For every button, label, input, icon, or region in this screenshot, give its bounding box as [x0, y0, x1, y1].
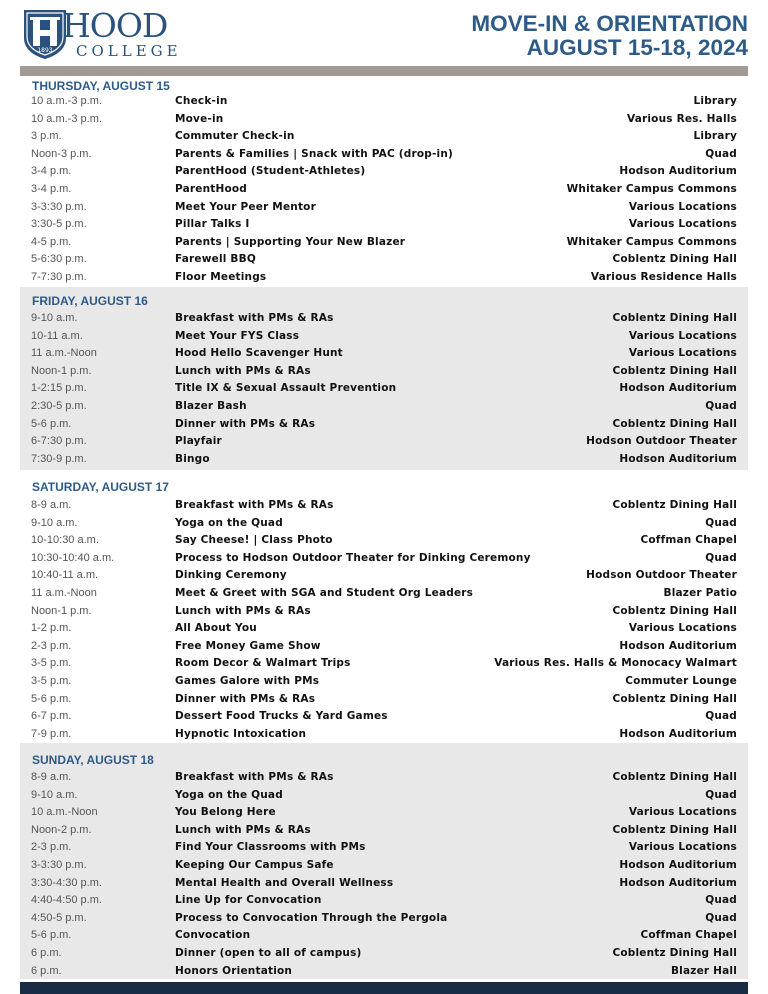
event-name: Lunch with PMs & RAs — [175, 364, 311, 377]
event-name: Convocation — [175, 929, 251, 942]
schedule-row — [20, 638, 748, 655]
schedule-row — [20, 328, 748, 345]
schedule-row — [20, 655, 748, 672]
event-name: Hypnotic Intoxication — [175, 727, 307, 740]
schedule-row — [20, 515, 748, 532]
event-time: 7:30-9 p.m. — [31, 452, 87, 465]
schedule-row — [20, 839, 748, 856]
event-name: Say Cheese! | Class Photo — [175, 534, 333, 547]
event-name: Meet Your FYS Class — [175, 329, 300, 342]
event-location: Blazer Hall — [670, 964, 737, 977]
event-time: Noon-3 p.m. — [31, 147, 92, 160]
event-name: Playfair — [175, 435, 222, 448]
event-time: 3-4 p.m. — [31, 165, 72, 178]
event-location: Library — [693, 130, 737, 143]
event-name: Breakfast with PMs & RAs — [175, 771, 334, 783]
event-name: Breakfast with PMs & RAs — [175, 499, 334, 511]
day-section — [20, 743, 748, 979]
event-time: 8-9 a.m. — [31, 771, 72, 783]
event-location: Coblentz Dining Hall — [612, 499, 737, 511]
event-name: Lunch with PMs & RAs — [175, 604, 311, 617]
event-name: Games Galore with PMs — [175, 675, 320, 687]
schedule-row — [20, 804, 748, 821]
schedule-row — [20, 769, 748, 786]
event-name: Parents & Families | Snack with PAC (drop-in) — [175, 147, 454, 160]
event-location: Coblentz Dining Hall — [612, 692, 737, 705]
event-name: Check-in — [175, 95, 228, 107]
day-title: SUNDAY, AUGUST 18 — [32, 753, 154, 767]
schedule-row — [20, 345, 748, 362]
event-time: 3:30-4:30 p.m. — [31, 876, 102, 889]
event-location: Various Residence Halls — [590, 271, 737, 283]
schedule-row — [20, 451, 748, 468]
event-time: 5-6 p.m. — [31, 929, 72, 942]
event-time: 11 a.m.-Noon — [31, 347, 97, 360]
event-location: Coblentz Dining Hall — [612, 947, 737, 959]
event-location: Blazer Patio — [663, 587, 737, 599]
event-location: Various Res. Halls — [626, 112, 737, 125]
schedule-row — [20, 380, 748, 397]
event-time: 3 p.m. — [31, 130, 62, 143]
event-location: Various Locations — [628, 622, 737, 635]
event-name: ParentHood (Student-Athletes) — [175, 165, 366, 178]
event-name: Meet Your Peer Mentor — [175, 200, 316, 213]
schedule-row — [20, 181, 748, 198]
event-location: Hodson Auditorium — [619, 859, 737, 871]
schedule-row — [20, 416, 748, 433]
event-location: Coblentz Dining Hall — [612, 823, 737, 836]
event-time: 3-3:30 p.m. — [31, 859, 87, 871]
event-location: Library — [693, 95, 737, 107]
schedule-row — [20, 251, 748, 268]
event-name: Commuter Check-in — [175, 130, 295, 143]
event-location: Various Locations — [628, 218, 737, 231]
schedule-row — [20, 550, 748, 567]
schedule-row — [20, 567, 748, 584]
event-time: 2-3 p.m. — [31, 639, 72, 652]
event-location: Quad — [705, 894, 737, 907]
schedule-row — [20, 310, 748, 327]
day-title: THURSDAY, AUGUST 15 — [32, 79, 170, 93]
event-location: Hodson Auditorium — [619, 876, 737, 889]
event-name: Pillar Talks I — [175, 218, 250, 231]
event-time: 6 p.m. — [31, 964, 62, 977]
event-name: You Belong Here — [175, 806, 276, 819]
schedule-row — [20, 857, 748, 874]
title-line-2: AUGUST 15-18, 2024 — [526, 35, 748, 60]
event-name: Dinner (open to all of campus) — [175, 947, 362, 959]
day-title: FRIDAY, AUGUST 16 — [32, 294, 148, 308]
event-time: 5-6:30 p.m. — [31, 253, 87, 266]
event-time: 2:30-5 p.m. — [31, 400, 87, 412]
event-name: Hood Hello Scavenger Hunt — [175, 347, 343, 360]
schedule-row — [20, 620, 748, 637]
event-location: Hodson Auditorium — [619, 727, 737, 740]
event-time: 4:40-4:50 p.m. — [31, 894, 102, 907]
event-location: Quad — [705, 911, 737, 924]
schedule-row — [20, 163, 748, 180]
event-time: 3-5 p.m. — [31, 675, 72, 687]
event-time: 9-10 a.m. — [31, 788, 78, 801]
event-name: Free Money Game Show — [175, 639, 321, 652]
event-location: Coblentz Dining Hall — [612, 604, 737, 617]
schedule-row — [20, 673, 748, 690]
event-time: 3-5 p.m. — [31, 657, 72, 670]
event-time: Noon-1 p.m. — [31, 364, 92, 377]
event-time: Noon-1 p.m. — [31, 604, 92, 617]
event-time: 10-11 a.m. — [31, 329, 83, 342]
event-location: Hodson Outdoor Theater — [586, 435, 737, 448]
schedule-row — [20, 892, 748, 909]
footer-bar — [20, 982, 748, 994]
event-time: 10:30-10:40 a.m. — [31, 551, 115, 564]
event-location: Various Locations — [628, 806, 737, 819]
header — [0, 0, 768, 66]
event-location: Hodson Auditorium — [619, 639, 737, 652]
event-time: Noon-2 p.m. — [31, 823, 92, 836]
event-time: 2-3 p.m. — [31, 841, 72, 854]
event-location: Quad — [705, 551, 737, 564]
logo-wordmark-college: COLLEGE — [76, 42, 182, 60]
schedule-row — [20, 603, 748, 620]
day-section — [20, 287, 748, 470]
event-name: Yoga on the Quad — [175, 788, 283, 801]
schedule-row — [20, 433, 748, 450]
schedule-row — [20, 146, 748, 163]
event-location: Quad — [705, 400, 737, 412]
event-name: Mental Health and Overall Wellness — [175, 876, 394, 889]
event-location: Quad — [705, 710, 737, 723]
schedule-row — [20, 216, 748, 233]
event-time: 3-4 p.m. — [31, 183, 72, 195]
event-name: Dinner with PMs & RAs — [175, 417, 316, 430]
event-time: 6 p.m. — [31, 947, 62, 959]
page-title — [471, 12, 748, 60]
event-name: Parents | Supporting Your New Blazer — [175, 235, 406, 248]
schedule-row — [20, 93, 748, 110]
day-section — [20, 76, 748, 286]
schedule-row — [20, 945, 748, 962]
event-time: 7-9 p.m. — [31, 727, 72, 740]
hood-college-logo[interactable] — [22, 8, 192, 60]
event-time: 7-7:30 p.m. — [31, 271, 87, 283]
event-time: 3-3:30 p.m. — [31, 200, 87, 213]
schedule-row — [20, 497, 748, 514]
event-location: Whitaker Campus Commons — [566, 183, 737, 195]
event-name: Process to Convocation Through the Pergola — [175, 911, 448, 924]
event-name: ParentHood — [175, 183, 248, 195]
event-location: Various Locations — [628, 841, 737, 854]
schedule-row — [20, 726, 748, 743]
event-location: Various Locations — [628, 347, 737, 360]
event-time: 11 a.m.-Noon — [31, 587, 97, 599]
event-time: 4-5 p.m. — [31, 235, 72, 248]
event-name: Meet & Greet with SGA and Student Org Leaders — [175, 587, 474, 599]
event-time: 10-10:30 a.m. — [31, 534, 99, 547]
title-line-1: MOVE-IN & ORIENTATION — [471, 11, 748, 36]
schedule-row — [20, 875, 748, 892]
event-name: Bingo — [175, 452, 210, 465]
event-time: 1-2 p.m. — [31, 622, 72, 635]
event-location: Hodson Auditorium — [619, 452, 737, 465]
event-time: 5-6 p.m. — [31, 417, 72, 430]
event-location: Quad — [705, 147, 737, 160]
logo-year: 1893 — [37, 47, 53, 54]
schedule-row — [20, 199, 748, 216]
event-time: 6-7:30 p.m. — [31, 435, 87, 448]
day-title: SATURDAY, AUGUST 17 — [32, 480, 169, 494]
schedule-row — [20, 398, 748, 415]
event-name: Yoga on the Quad — [175, 516, 283, 529]
event-name: Floor Meetings — [175, 271, 267, 283]
event-name: Line Up for Convocation — [175, 894, 322, 907]
event-time: 9-10 a.m. — [31, 312, 78, 324]
schedule-row — [20, 708, 748, 725]
event-location: Commuter Lounge — [625, 675, 737, 687]
event-name: Dessert Food Trucks & Yard Games — [175, 710, 388, 723]
schedule-row — [20, 691, 748, 708]
schedule-row — [20, 363, 748, 380]
event-time: 5-6 p.m. — [31, 692, 72, 705]
event-time: 6-7 p.m. — [31, 710, 72, 723]
schedule-row — [20, 927, 748, 944]
schedule-row — [20, 787, 748, 804]
schedule-row — [20, 910, 748, 927]
event-location: Coffman Chapel — [640, 929, 737, 942]
event-time: 10 a.m.-3 p.m. — [31, 112, 102, 125]
event-name: Dinking Ceremony — [175, 569, 287, 582]
event-name: All About You — [175, 622, 257, 635]
event-location: Coblentz Dining Hall — [612, 253, 737, 266]
event-location: Hodson Outdoor Theater — [586, 569, 737, 582]
schedule-row — [20, 128, 748, 145]
event-name: Keeping Our Campus Safe — [175, 859, 334, 871]
event-name: Process to Hodson Outdoor Theater for Dinking Ceremony — [175, 551, 531, 564]
event-location: Coblentz Dining Hall — [612, 364, 737, 377]
event-name: Breakfast with PMs & RAs — [175, 312, 334, 324]
event-name: Farewell BBQ — [175, 253, 256, 266]
event-name: Dinner with PMs & RAs — [175, 692, 316, 705]
event-name: Find Your Classrooms with PMs — [175, 841, 366, 854]
logo-wordmark-hood: HOOD — [62, 6, 168, 45]
event-time: 10 a.m.-Noon — [31, 806, 98, 819]
event-location: Quad — [705, 516, 737, 529]
event-location: Hodson Auditorium — [619, 165, 737, 178]
event-location: Various Locations — [628, 329, 737, 342]
event-name: Move-in — [175, 112, 224, 125]
event-name: Title IX & Sexual Assault Prevention — [175, 382, 397, 395]
event-time: 10 a.m.-3 p.m. — [31, 95, 102, 107]
event-name: Blazer Bash — [175, 400, 247, 412]
event-name: Lunch with PMs & RAs — [175, 823, 311, 836]
day-section — [20, 472, 748, 742]
schedule-row — [20, 269, 748, 286]
schedule-row — [20, 234, 748, 251]
event-time: 8-9 a.m. — [31, 499, 72, 511]
event-location: Hodson Auditorium — [619, 382, 737, 395]
event-location: Various Locations — [628, 200, 737, 213]
event-location: Coblentz Dining Hall — [612, 312, 737, 324]
schedule-row — [20, 532, 748, 549]
header-divider — [20, 66, 748, 76]
event-location: Coblentz Dining Hall — [612, 771, 737, 783]
event-time: 4:50-5 p.m. — [31, 911, 87, 924]
event-location: Whitaker Campus Commons — [566, 235, 737, 248]
schedule-row — [20, 111, 748, 128]
event-name: Honors Orientation — [175, 964, 293, 977]
event-time: 1-2:15 p.m. — [31, 382, 87, 395]
event-name: Room Decor & Walmart Trips — [175, 657, 351, 670]
event-location: Coblentz Dining Hall — [612, 417, 737, 430]
event-location: Quad — [705, 788, 737, 801]
schedule-row — [20, 963, 748, 980]
schedule-row — [20, 585, 748, 602]
event-location: Various Res. Halls & Monocacy Walmart — [494, 657, 737, 670]
event-time: 3:30-5 p.m. — [31, 218, 87, 231]
event-time: 9-10 a.m. — [31, 516, 78, 529]
schedule-row — [20, 822, 748, 839]
event-location: Coffman Chapel — [640, 534, 737, 547]
event-time: 10:40-11 a.m. — [31, 569, 99, 582]
